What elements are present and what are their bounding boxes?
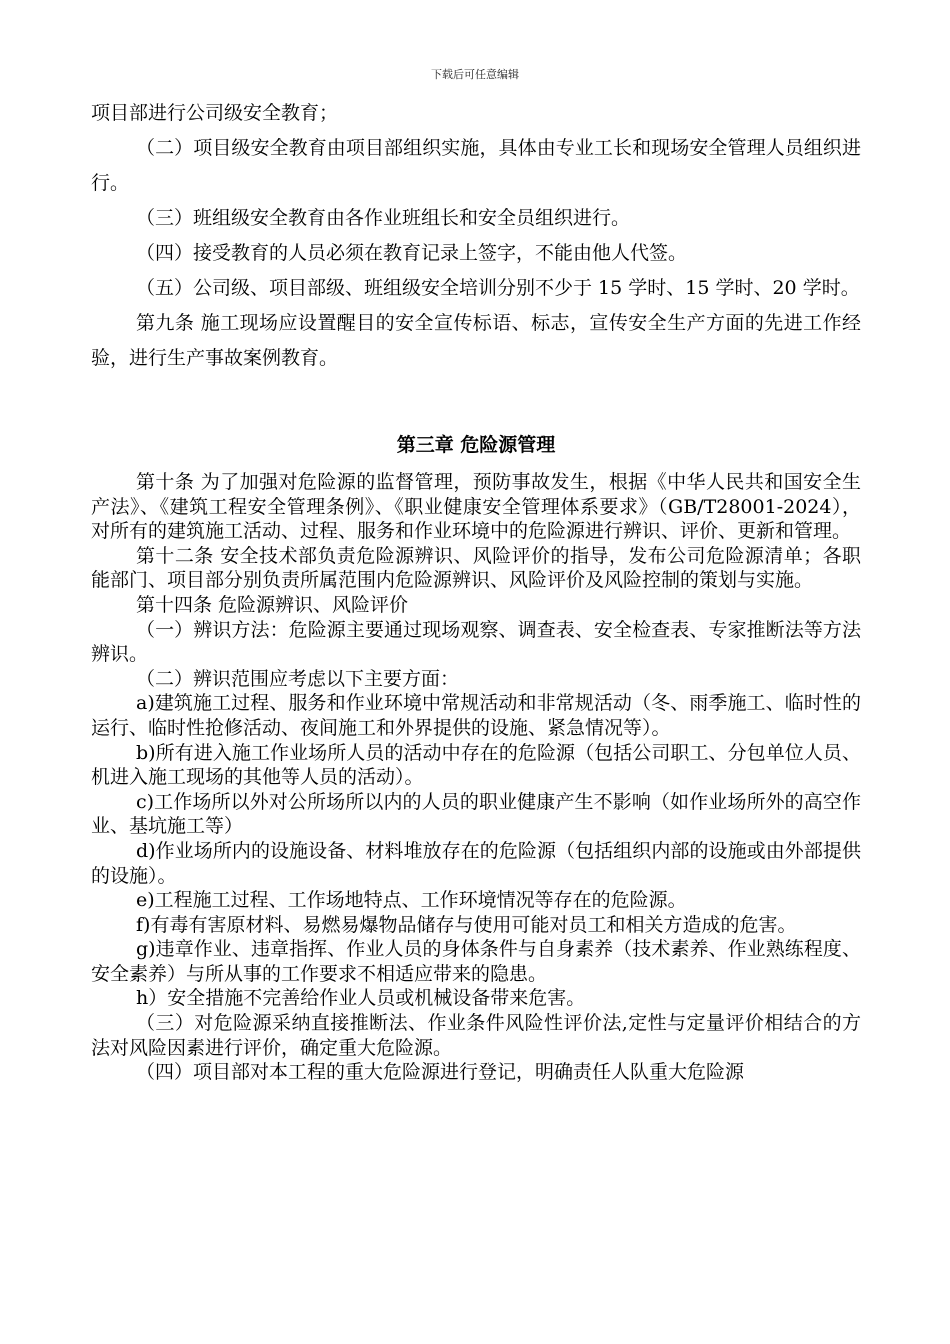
paragraph: 第十四条 危险源辨识、风险评价: [136, 593, 409, 616]
document-body: [91, 96, 861, 1085]
paragraph: 第十二条 安全技术部负责危险源辨识、风险评价的指导，发布公司危险源清单；各职能部门、项目部分别负责所属范围内危险源辨识、风险评价及风险控制的策划与实施。: [91, 544, 861, 592]
paragraph: d)作业场所内的设施设备、材料堆放存在的危险源（包括组织内部的设施或由外部提供的设施）。: [91, 839, 861, 887]
paragraph: h）安全措施不完善给作业人员或机械设备带来危害。: [136, 987, 586, 1010]
paragraph: c)工作场所以外对公所场所以内的人员的职业健康产生不影响（如作业场所外的高空作业、基坑施工等）: [91, 790, 861, 838]
paragraph: （四）项目部对本工程的重大危险源进行登记，明确责任人队重大危险源: [136, 1061, 745, 1084]
hazard-section: [91, 470, 861, 1085]
paragraph: （五）公司级、项目部级、班组级安全培训分别不少于 15 学时、15 学时、20 学时。: [136, 277, 860, 299]
paragraph: （三）对危险源采纳直接推断法、作业条件风险性评价法,定性与定量评价相结合的方法对风险因素进行评价，确定重大危险源。: [91, 1012, 861, 1059]
paragraph: 第九条 施工现场应设置醒目的安全宣传标语、标志，宣传安全生产方面的先进工作经验，进行生产事故案例教育。: [91, 312, 861, 369]
chapter-title: 第三章 危险源管理: [396, 434, 556, 456]
paragraph: 第十条 为了加强对危险源的监督管理，预防事故发生，根据《中华人民共和国安全生产法》、《建筑工程安全管理条例》、《职业健康安全管理体系要求》（GB/T28001-2024），对所有的建筑施工活动、过程、服务和作业环境中的危险源进行辨识、评价、更新和管理。: [91, 471, 861, 543]
paragraph: （二）辨识范围应考虑以下主要方面：: [136, 667, 460, 690]
paragraph: 项目部进行公司级安全教育；: [91, 102, 339, 124]
paragraph: （四）接受教育的人员必须在教育记录上签字，不能由他人代签。: [136, 242, 688, 264]
paragraph: e)工程施工过程、工作场地特点、工作环境情况等存在的危险源。: [136, 889, 687, 912]
paragraph: b)所有进入施工作业场所人员的活动中存在的危险源（包括公司职工、分包单位人员、机进入施工现场的其他等人员的活动）。: [91, 741, 861, 789]
paragraph: （一）辨识方法：危险源主要通过现场观察、调查表、安全检查表、专家推断法等方法辨识。: [91, 618, 861, 666]
paragraph: f)有毒有害原材料、易燃易爆物品储存与使用可能对员工和相关方造成的危害。: [136, 913, 797, 936]
paragraph: g)违章作业、违章指挥、作业人员的身体条件与自身素养（技术素养、作业熟练程度、安全素养）与所从事的工作要求不相适应带来的隐患。: [91, 938, 861, 985]
page-header: 下载后可任意编辑: [431, 68, 519, 81]
paragraph: （三）班组级安全教育由各作业班组长和安全员组织进行。: [136, 207, 631, 229]
paragraph: a)建筑施工过程、服务和作业环境中常规活动和非常规活动（冬、雨季施工、临时性的运行、临时性抢修活动、夜间施工和外界提供的设施、紧急情况等）。: [91, 692, 861, 739]
paragraph: （二）项目级安全教育由项目部组织实施，具体由专业工长和现场安全管理人员组织进行。: [91, 137, 861, 194]
education-section: [91, 96, 861, 376]
